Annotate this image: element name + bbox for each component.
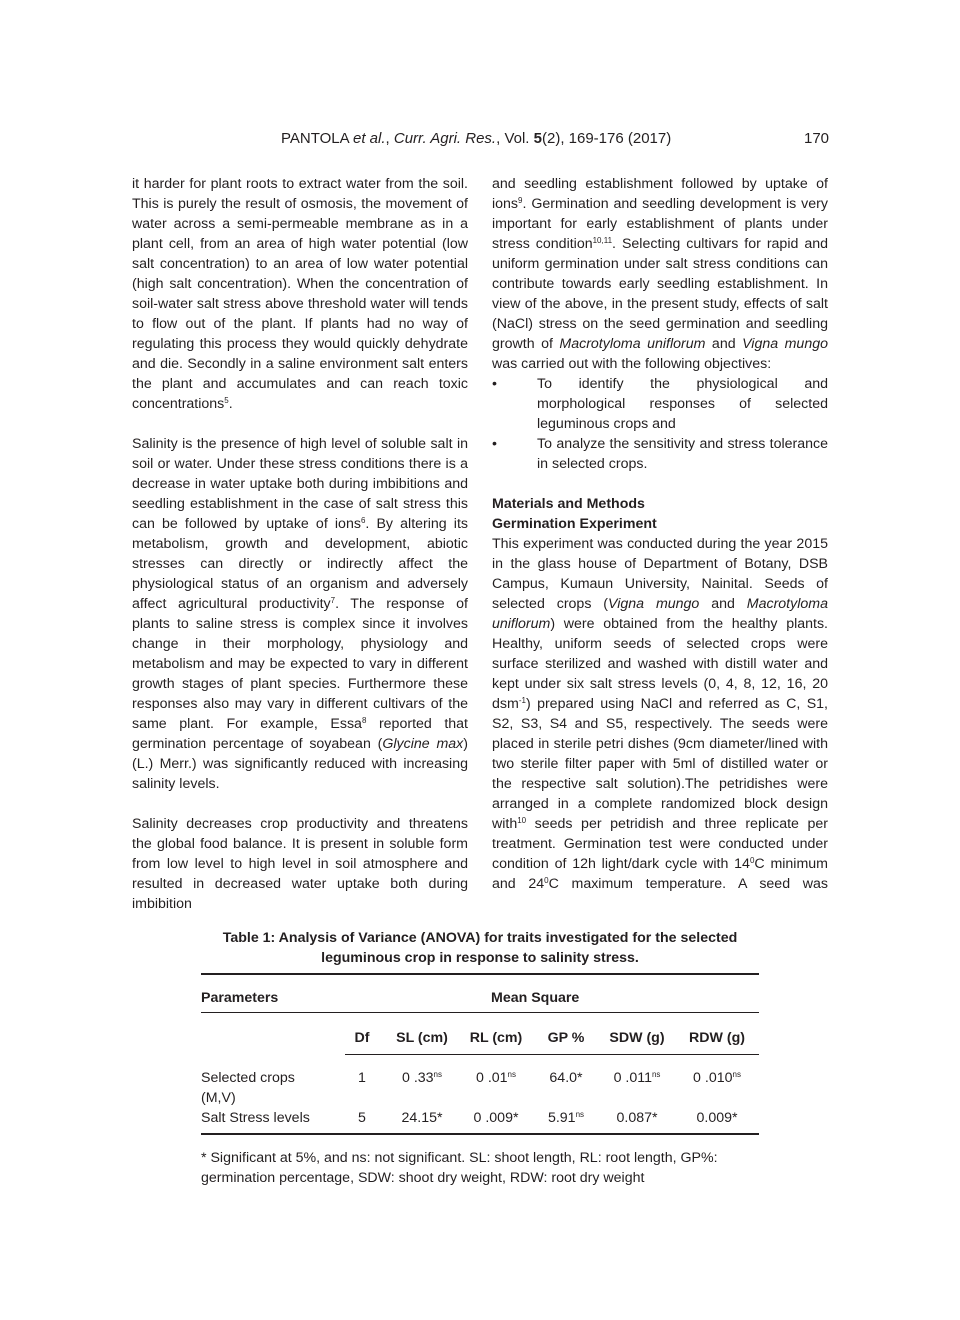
row-label: Salt Stress levels	[201, 1110, 310, 1126]
italic-text: Macrotyloma uniflorum	[559, 336, 706, 352]
text-run: seeds per petridish and three replicate per treatment. Germination test were conducted under condition of 12h light/dark cycle with 14	[492, 816, 828, 872]
text-run: reported that germination percentage of soyabean (	[132, 716, 468, 752]
cell-value: 0.009*	[696, 1110, 738, 1126]
header-etal: et al.	[352, 130, 386, 147]
cell-value: 5	[358, 1110, 366, 1126]
column-header: SL (cm)	[396, 1030, 448, 1046]
footnote-line: * Significant at 5%, and ns: not significant. SL: shoot length, RL: root length, GP%:	[201, 1150, 718, 1166]
paragraph	[132, 174, 468, 414]
table-rule	[345, 1054, 759, 1055]
running-header	[281, 130, 671, 147]
text-run: . Germination and seedling development is very important for early establishment of plants under stress condition	[492, 196, 828, 252]
text-run: was carried out with the following objectives:	[492, 356, 772, 372]
paragraph	[492, 534, 828, 894]
cell-value: 0 .01	[475, 1070, 508, 1086]
significance-mark: ns	[575, 1110, 585, 1119]
citation-superscript: 5	[224, 396, 229, 405]
citation-superscript: 7	[330, 596, 336, 605]
significance-mark: ns	[433, 1070, 442, 1079]
table-footnote	[201, 1148, 771, 1188]
header-mean-square: Mean Square	[491, 990, 580, 1006]
table-cell	[667, 1068, 767, 1088]
paragraph	[492, 174, 828, 374]
header-volume: 5	[533, 130, 542, 147]
citation-superscript: -1	[518, 696, 526, 705]
citation-superscript: 6	[360, 516, 366, 525]
significance-mark: ns	[732, 1070, 741, 1079]
text-run: . Selecting cultivars for rapid and uniform germination under salt stress conditions can contribute towards early seedling establishment. In view of the above, in the present study, effects of salt (NaCl) stress on the seed germination and seedling growth of	[492, 236, 828, 352]
citation-superscript: 10,11	[592, 236, 613, 245]
header-sep: ,	[385, 130, 394, 147]
column-header: RDW (g)	[689, 1030, 745, 1046]
right-column	[492, 174, 828, 894]
text-run: C maximum temperature. A seed was	[548, 876, 828, 892]
header-parameters: Parameters	[201, 990, 279, 1006]
caption-line: leguminous crop in response to salinity stress.	[321, 950, 639, 966]
text-run: it harder for plant roots to extract water from the soil. This is purely the result of osmosis, the movement of water across a semi-permeable membrane as in a plant cell, from an area of high water potential (low salt concentration) to an area of low water potential (high salt concentration). When the concentration of soil-water salt stress above threshold water will tends to flow out of the plant. If plants had no way of regulating this process they would quickly dehydrate and die. Secondly in a saline environment salt enters the plant and accumulates and can reach toxic concentrations	[132, 176, 468, 412]
column-header: SDW (g)	[609, 1030, 665, 1046]
text-run: . By altering its metabolism, growth and development, abiotic stresses can directly or indirectly affect the physiological status of an organism and adversely affect agricultural productivity	[132, 516, 468, 612]
bullet-icon: •	[492, 436, 497, 452]
text-run: ) were obtained from the healthy plants. Healthy, uniform seeds of selected crops were surface sterilized and washed with distill water and kept under six salt stress levels (0, 4, 8, 12, 16, 20 dsm	[492, 616, 828, 712]
citation-superscript: 0	[749, 856, 755, 865]
bullet-text: To identify the physiological and morphological responses of selected leguminous crops and	[537, 376, 828, 432]
cell-value: 24.15*	[401, 1110, 443, 1126]
column-header: Df	[354, 1030, 370, 1046]
cell-value: 0 .33	[401, 1070, 434, 1086]
footnote-line: germination percentage, SDW: shoot dry weight, RDW: root dry weight	[201, 1170, 645, 1186]
text-run: and	[699, 596, 747, 612]
table-caption	[201, 928, 759, 968]
citation-superscript: 8	[361, 716, 367, 725]
column-header: RL (cm)	[469, 1030, 523, 1046]
table-rule	[201, 1012, 759, 1013]
page-number: 170	[804, 130, 830, 147]
bullet-item	[492, 434, 828, 474]
cell-value: 0.087*	[616, 1110, 658, 1126]
header-author: PANTOLA	[281, 130, 353, 147]
section-heading: Materials and Methods	[492, 496, 645, 512]
table-top-rule	[201, 973, 759, 975]
bullet-icon: •	[492, 376, 497, 392]
bullet-item	[492, 374, 828, 434]
caption-line: Table 1: Analysis of Variance (ANOVA) for traits investigated for the selected	[222, 930, 738, 946]
text-run: Salinity decreases crop productivity and threatens the global food balance. It is present in soluble form from low level to high level in soil atmosphere and resulted in decreased water uptake both during imbibition	[132, 816, 468, 912]
cell-value: 1	[358, 1070, 366, 1086]
header-vol-label: , Vol.	[496, 130, 534, 147]
column-header: GP %	[547, 1030, 585, 1046]
text-run: ) (L.) Merr.) was significantly reduced with increasing salinity levels.	[132, 736, 468, 792]
text-run: Salinity is the presence of high level of soluble salt in soil or water. Under these stress conditions there is a decrease in water uptake both during imbibitions and seedling establishment in the case of salt stress this can be followed by uptake of ions	[132, 436, 468, 532]
text-run: C minimum and 24	[492, 856, 828, 892]
italic-text: Glycine max	[382, 736, 464, 752]
text-run: .	[228, 396, 233, 412]
header-journal: Curr. Agri. Res.	[393, 130, 497, 147]
cell-value: 0 .009*	[473, 1110, 519, 1126]
text-run: This experiment was conducted during the year 2015 in the glass house of Department of Botany, DSB Campus, Kumaun University, Nainital. Seeds of selected crops (	[492, 536, 828, 612]
text-run: and seedling establishment followed by uptake of ions	[492, 176, 828, 212]
bullet-text: To analyze the sensitivity and stress tolerance in selected crops.	[537, 436, 828, 472]
cell-value: 5.91	[547, 1110, 576, 1126]
italic-text: Macrotyloma uniflorum	[492, 596, 828, 632]
table-cell	[667, 1108, 767, 1128]
cell-value: 64.0*	[549, 1070, 583, 1086]
table-bottom-rule	[201, 1133, 759, 1135]
left-column	[132, 174, 468, 914]
paragraph	[132, 434, 468, 794]
row-label: Selected crops	[201, 1070, 295, 1086]
significance-mark: ns	[651, 1070, 661, 1079]
citation-superscript: 10	[517, 816, 527, 825]
text-run: . The response of plants to saline stress is complex since it involves change in their morphology, physiology and metabolism and may be expected to vary in different growth stages of plant species. Furthermore these responses also may vary in different cultivars of the same plant. For example, Essa	[132, 596, 468, 732]
italic-text: Vigna mungo	[608, 596, 700, 612]
citation-superscript: 9	[518, 196, 523, 205]
cell-value: 0 .011	[613, 1070, 652, 1086]
row-label: (M,V)	[201, 1090, 236, 1106]
citation-superscript: 0	[544, 876, 549, 885]
italic-text: Vigna mungo	[742, 336, 828, 352]
header-issue-pages: (2), 169-176 (2017)	[541, 130, 672, 147]
text-run: and	[705, 336, 743, 352]
subsection-heading: Germination Experiment	[492, 516, 657, 532]
paragraph	[132, 814, 468, 914]
cell-value: 0 .010	[693, 1070, 733, 1086]
text-run: ) prepared using NaCl and referred as C, S1, S2, S3, S4 and S5, respectively. The seeds were placed in sterile petri dishes (9cm diameter/lined with two sterile filter paper with 5ml of distilled water or the respective salt solution).The petridishes were arranged in a complete randomized block design with	[492, 696, 828, 832]
significance-mark: ns	[507, 1070, 516, 1079]
